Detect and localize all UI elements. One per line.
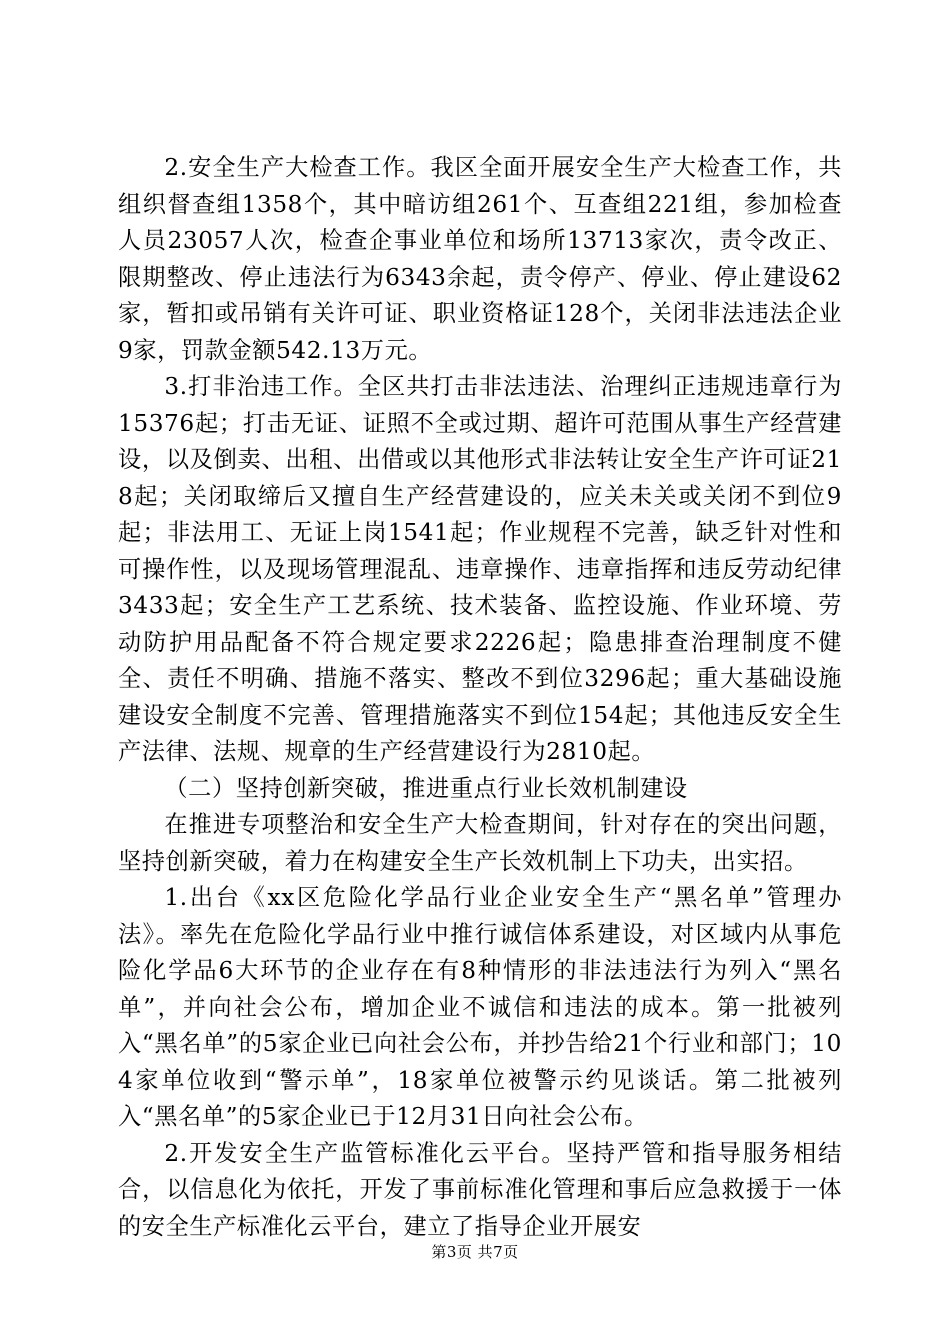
paragraph-cloud-platform: 2.开发安全生产监管标准化云平台。坚持严管和指导服务相结合，以信息化为依托，开发了事前标准化管理和事后应急救援于一体的安全生产标准化云平台，建立了指导企业开展安	[118, 1139, 842, 1240]
page-number-footer: 第3页 共7页	[431, 1243, 519, 1261]
document-body	[118, 150, 842, 1245]
paragraph-inspection-work: 2.安全生产大检查工作。我区全面开展安全生产大检查工作，共组织督查组1358个，其中暗访组261个、互查组221组，参加检查人员23057人次，检查企事业单位和场所13713家次，责令改正、限期整改、停止违法行为6343余起，责令停产、停业、停止建设62家，暂扣或吊销有关许可证、职业资格证128个，关闭非法违法企业9家，罚款金额542.13万元。	[118, 154, 842, 364]
paragraph-crackdown-work: 3.打非治违工作。全区共打击非法违法、治理纠正违规违章行为15376起；打击无证、证照不全或过期、超许可范围从事生产经营建设，以及倒卖、出租、出借或以其他形式非法转让安全生产许可证218起；关闭取缔后又擅自生产经营建设的，应关未关或关闭不到位9起；非法用工、无证上岗1541起；作业规程不完善，缺乏针对性和可操作性，以及现场管理混乱、违章操作、违章指挥和违反劳动纪律3433起；安全生产工艺系统、技术装备、监控设施、作业环境、劳动防护用品配备不符合规定要求2226起；隐患排查治理制度不健全、责任不明确、措施不落实、整改不到位3296起；重大基础设施建设安全制度不完善、管理措施落实不到位154起；其他违反安全生产法律、法规、规章的生产经营建设行为2810起。	[118, 373, 842, 765]
paragraph-section-intro: 在推进专项整治和安全生产大检查期间，针对存在的突出问题，坚持创新突破，着力在构建安全生产长效机制上下功夫，出实招。	[118, 811, 842, 875]
section-heading: （二）坚持创新突破，推进重点行业长效机制建设	[164, 774, 688, 802]
paragraph-blacklist-measures: 1.出台《xx区危险化学品行业企业安全生产“黑名单”管理办法》。率先在危险化学品行业中推行诚信体系建设，对区域内从事危险化学品6大环节的企业存在有8种情形的非法违法行为列入“黑名单”，并向社会公布，增加企业不诚信和违法的成本。第一批被列入“黑名单”的5家企业已向社会公布，并抄告给21个行业和部门；104家单位收到“警示单”，18家单位被警示约见谈话。第二批被列入“黑名单”的5家企业已于12月31日向社会公布。	[118, 884, 842, 1130]
